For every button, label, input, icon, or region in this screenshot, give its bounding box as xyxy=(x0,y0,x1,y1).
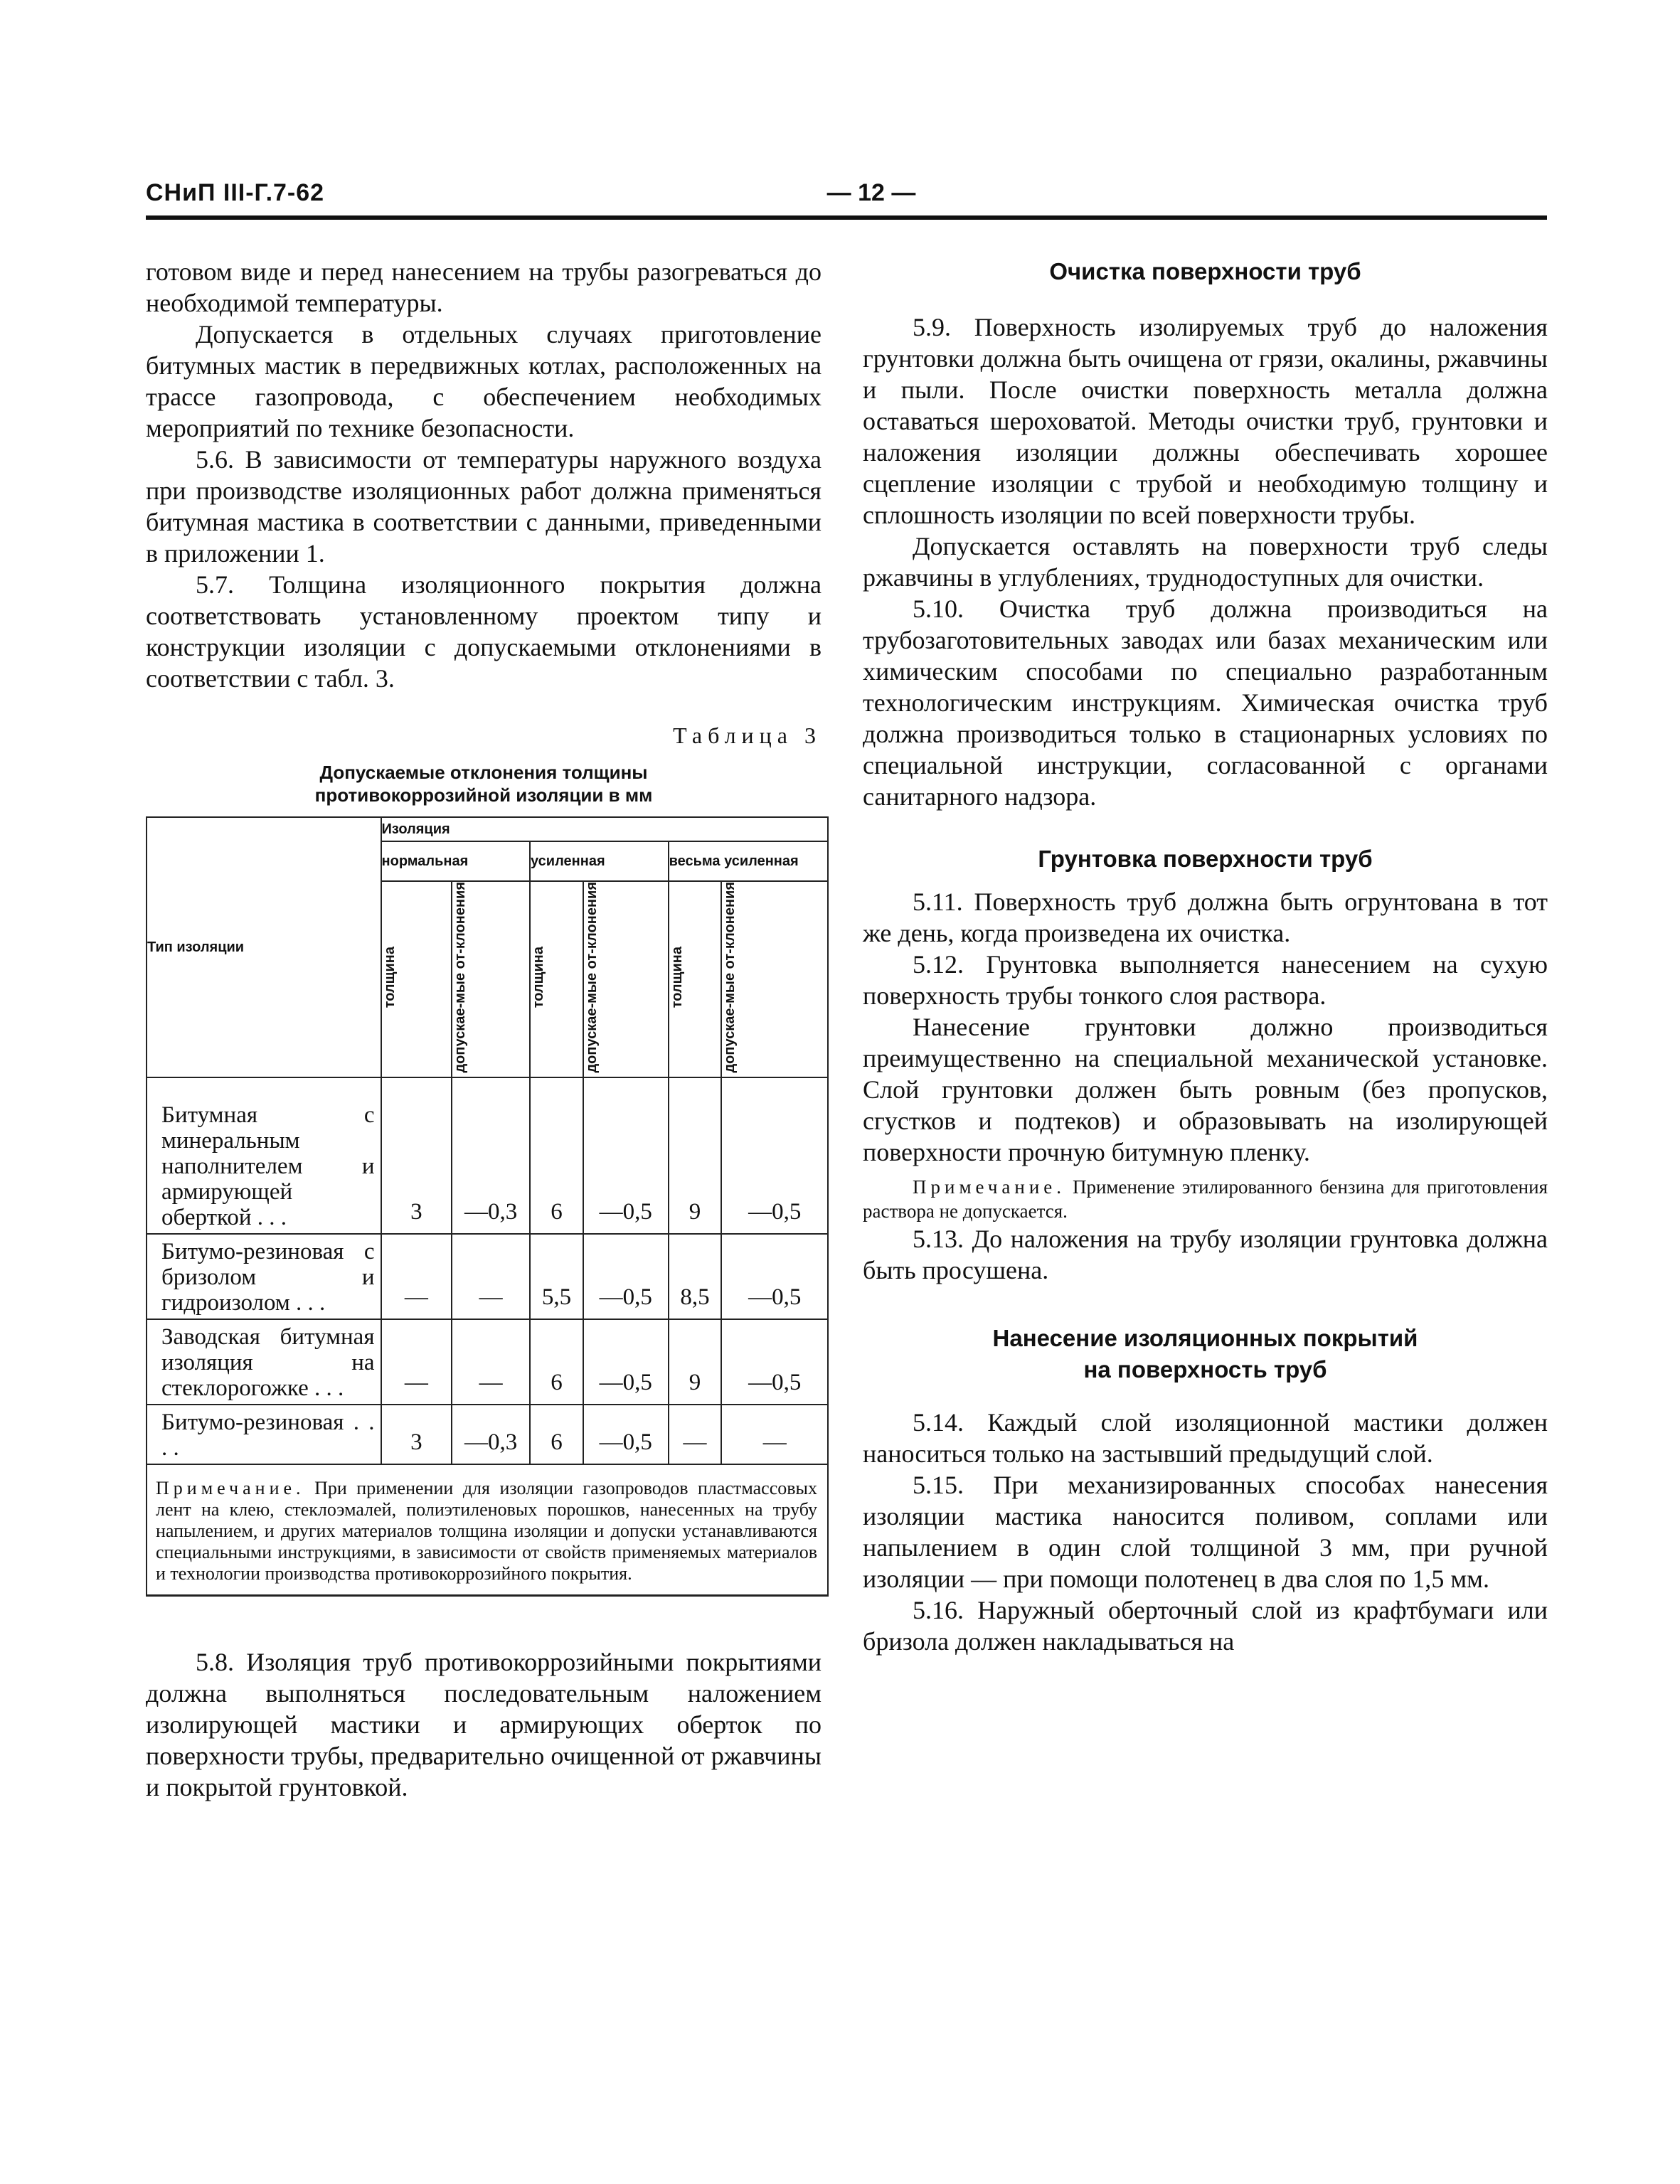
clause-number: 5.12. xyxy=(913,950,964,979)
col-header-tolerance: допускае-мые от-клонения xyxy=(452,881,530,1077)
cell-value: 6 xyxy=(530,1405,583,1464)
col-header-very-reinforced: весьма усиленная xyxy=(669,841,828,881)
clause-number: 5.7. xyxy=(196,570,234,599)
document-code: СНиП III-Г.7-62 xyxy=(146,179,325,206)
heading-line: Нанесение изоляционных покрытий xyxy=(992,1325,1418,1351)
table-row xyxy=(147,1405,828,1464)
clause-number: 5.14. xyxy=(913,1408,964,1437)
paragraph-5-8 xyxy=(146,1646,822,1803)
section-heading: Очистка поверхности труб xyxy=(1049,258,1361,284)
table-title-line: противокоррозийной изоляции в мм xyxy=(314,784,653,806)
paragraph-5-13 xyxy=(863,1223,1548,1286)
clause-text: Толщина изоляционного покрытия должна соответствовать установленному проектом типу и конструкции изоляции с допускаемыми отклонениями в соответствии с табл. 3. xyxy=(146,570,822,693)
cell-value: — xyxy=(452,1234,530,1319)
clause-number: 5.9. xyxy=(913,313,951,341)
cell-value: 8,5 xyxy=(669,1234,722,1319)
cell-value: —0,5 xyxy=(583,1405,669,1464)
cell-value: —0,5 xyxy=(583,1077,669,1234)
cell-value: —0,5 xyxy=(721,1077,828,1234)
paragraph-5-6 xyxy=(146,444,822,569)
clause-number: 5.10. xyxy=(913,595,964,623)
table-title-line: Допускаемые отклонения толщины xyxy=(319,762,648,783)
table-note xyxy=(146,1465,829,1597)
right-column xyxy=(863,256,1548,1657)
heading-line: на поверхность труб xyxy=(1083,1356,1327,1383)
clause-number: 5.13. xyxy=(913,1225,964,1253)
cell-value: —0,3 xyxy=(452,1405,530,1464)
page-number: — 12 — xyxy=(826,179,916,206)
note-label: Примечание. xyxy=(913,1176,1066,1198)
clause-text: В зависимости от температуры наружного воздуха при производстве изоляционных работ должна применяться битумная мастика в соответствии с данными, приведенными в приложении 1. xyxy=(146,445,822,568)
clause-text: Поверхность изолируемых труб до наложения грунтовки должна быть очищена от грязи, окалины, ржавчины и пыли. После очистки поверхность металла должна оставаться шероховатой. Методы очистки труб, грунтовки и наложения изоляции должны обеспечивать хорошее сцепление изоляции с трубой и необходимую толщину и сплошность изоляции по всей поверхности трубы. xyxy=(863,313,1548,529)
note xyxy=(863,1175,1548,1223)
cell-value: —0,5 xyxy=(583,1319,669,1405)
paragraph-5-16 xyxy=(863,1594,1548,1657)
paragraph-5-7 xyxy=(146,569,822,694)
clause-text: Изоляция труб противокоррозийными покрытиями должна выполняться последовательным наложением изолирующей мастики и армирующих оберток по поверхности трубы, предварительно очищенной от ржавчины и покрытой грунтовкой. xyxy=(146,1647,822,1801)
clause-number: 5.8. xyxy=(196,1647,234,1676)
section-heading xyxy=(863,1323,1548,1385)
paragraph-5-11 xyxy=(863,886,1548,949)
page-header xyxy=(146,179,1547,211)
paragraph: готовом виде и перед нанесением на трубы разогреваться до необходимой температуры. xyxy=(146,257,822,317)
clause-text: Наружный оберточный слой из крафтбумаги или бризола должен накладываться на xyxy=(863,1596,1548,1656)
col-header-thickness: толщина xyxy=(381,881,452,1077)
clause-text: Грунтовка выполняется нанесением на сухую поверхность трубы тонкого слоя раствора. xyxy=(863,950,1548,1010)
cell-value: 9 xyxy=(669,1319,722,1405)
row-type: Битумная с минеральным наполнителем и армирующей оберткой . . . xyxy=(147,1077,381,1234)
col-header-tolerance: допускае-мые от-клонения xyxy=(721,881,828,1077)
section-heading: Грунтовка поверхности труб xyxy=(1038,846,1373,872)
cell-value: —0,5 xyxy=(721,1234,828,1319)
tolerance-table xyxy=(146,816,829,1465)
col-header-type: Тип изоляции xyxy=(147,817,381,1077)
paragraph: Допускается в отдельных случаях приготовление битумных мастик в передвижных котлах, расположенных на трассе газопровода, с обеспечением необходимых мероприятий по технике безопасности. xyxy=(146,320,822,442)
cell-value: —0,5 xyxy=(583,1234,669,1319)
table-title xyxy=(146,761,822,806)
col-header-isolation: Изоляция xyxy=(381,817,828,841)
row-type: Заводская битумная изоляция на стеклорогожке . . . xyxy=(147,1319,381,1405)
table-3 xyxy=(146,816,829,1597)
clause-number: 5.11. xyxy=(913,888,963,916)
paragraph: Допускается оставлять на поверхности труб следы ржавчины в углублениях, труднодоступных для очистки. xyxy=(863,532,1548,592)
cell-value: 6 xyxy=(530,1077,583,1234)
cell-value: —0,5 xyxy=(721,1319,828,1405)
col-header-tolerance: допускае-мые от-клонения xyxy=(583,881,669,1077)
clause-text: Очистка труб должна производиться на трубозаготовительных заводах или базах механическим или химическим способами по специально разработанным технологическим инструкциям. Химическая очистка труб должна производиться только в стационарных условиях по специальной инструкции, согласованной с органами санитарного надзора. xyxy=(863,595,1548,811)
clause-number: 5.16. xyxy=(913,1596,964,1624)
cell-value: 6 xyxy=(530,1319,583,1405)
table-caption: Таблица 3 xyxy=(673,723,822,748)
cell-value: 3 xyxy=(381,1405,452,1464)
note-text: При применении для изоляции газопроводов пластмассовых лент на клею, стеклоэмалей, полиэтиленовых порошков, нанесенных на трубу напылением, и других материалов толщина изоляции и допуски устанавливаются специальными инструкциями, в зависимости от свойств применяемых материалов и технологии производства противокоррозийного покрытия. xyxy=(156,1477,817,1584)
clause-text: Каждый слой изоляционной мастики должен наноситься только на застывший предыдущий слой. xyxy=(863,1408,1548,1468)
paragraph-5-9 xyxy=(863,311,1548,531)
table-row xyxy=(147,1077,828,1234)
cell-value: — xyxy=(452,1319,530,1405)
cell-value: —0,3 xyxy=(452,1077,530,1234)
cell-value: — xyxy=(381,1234,452,1319)
cell-value: — xyxy=(381,1319,452,1405)
col-header-reinforced: усиленная xyxy=(530,841,669,881)
cell-value: — xyxy=(721,1405,828,1464)
cell-value: — xyxy=(669,1405,722,1464)
col-header-thickness: толщина xyxy=(530,881,583,1077)
paragraph: Нанесение грунтовки должно производиться преимущественно на специальной механической установке. Слой грунтовки должен быть ровным (без пропусков, сгустков и подтеков) и образовывать на изолирующей поверхности прочную битумную пленку. xyxy=(863,1013,1548,1166)
note-label: Примечание. xyxy=(156,1477,305,1498)
clause-number: 5.6. xyxy=(196,445,234,474)
paragraph-5-10 xyxy=(863,593,1548,812)
table-row xyxy=(147,1319,828,1405)
table-row xyxy=(147,1234,828,1319)
clause-text: При механизированных способах нанесения изоляции мастика наносится поливом, соплами или напылением в один слой толщиной 3 мм, при ручной изоляции — при помощи полотенец в два слоя по 1,5 мм. xyxy=(863,1471,1548,1593)
cell-value: 3 xyxy=(381,1077,452,1234)
clause-text: Поверхность труб должна быть огрунтована в тот же день, когда произведена их очистка. xyxy=(863,888,1548,947)
paragraph-5-15 xyxy=(863,1469,1548,1594)
note-text: Применение этилированного бензина для приготовления раствора не допускается. xyxy=(863,1176,1548,1222)
clause-number: 5.15. xyxy=(913,1471,964,1499)
left-column xyxy=(146,256,822,1803)
row-type: Битумо-резиновая с бризолом и гидроизолом . . . xyxy=(147,1234,381,1319)
col-header-thickness: толщина xyxy=(669,881,722,1077)
clause-text: До наложения на трубу изоляции грунтовка должна быть просушена. xyxy=(863,1225,1548,1284)
cell-value: 9 xyxy=(669,1077,722,1234)
col-header-normal: нормальная xyxy=(381,841,531,881)
row-type: Битумо-резиновая . . . . xyxy=(147,1405,381,1464)
cell-value: 5,5 xyxy=(530,1234,583,1319)
header-rule xyxy=(146,215,1547,220)
paragraph-5-14 xyxy=(863,1407,1548,1469)
paragraph-5-12 xyxy=(863,949,1548,1011)
